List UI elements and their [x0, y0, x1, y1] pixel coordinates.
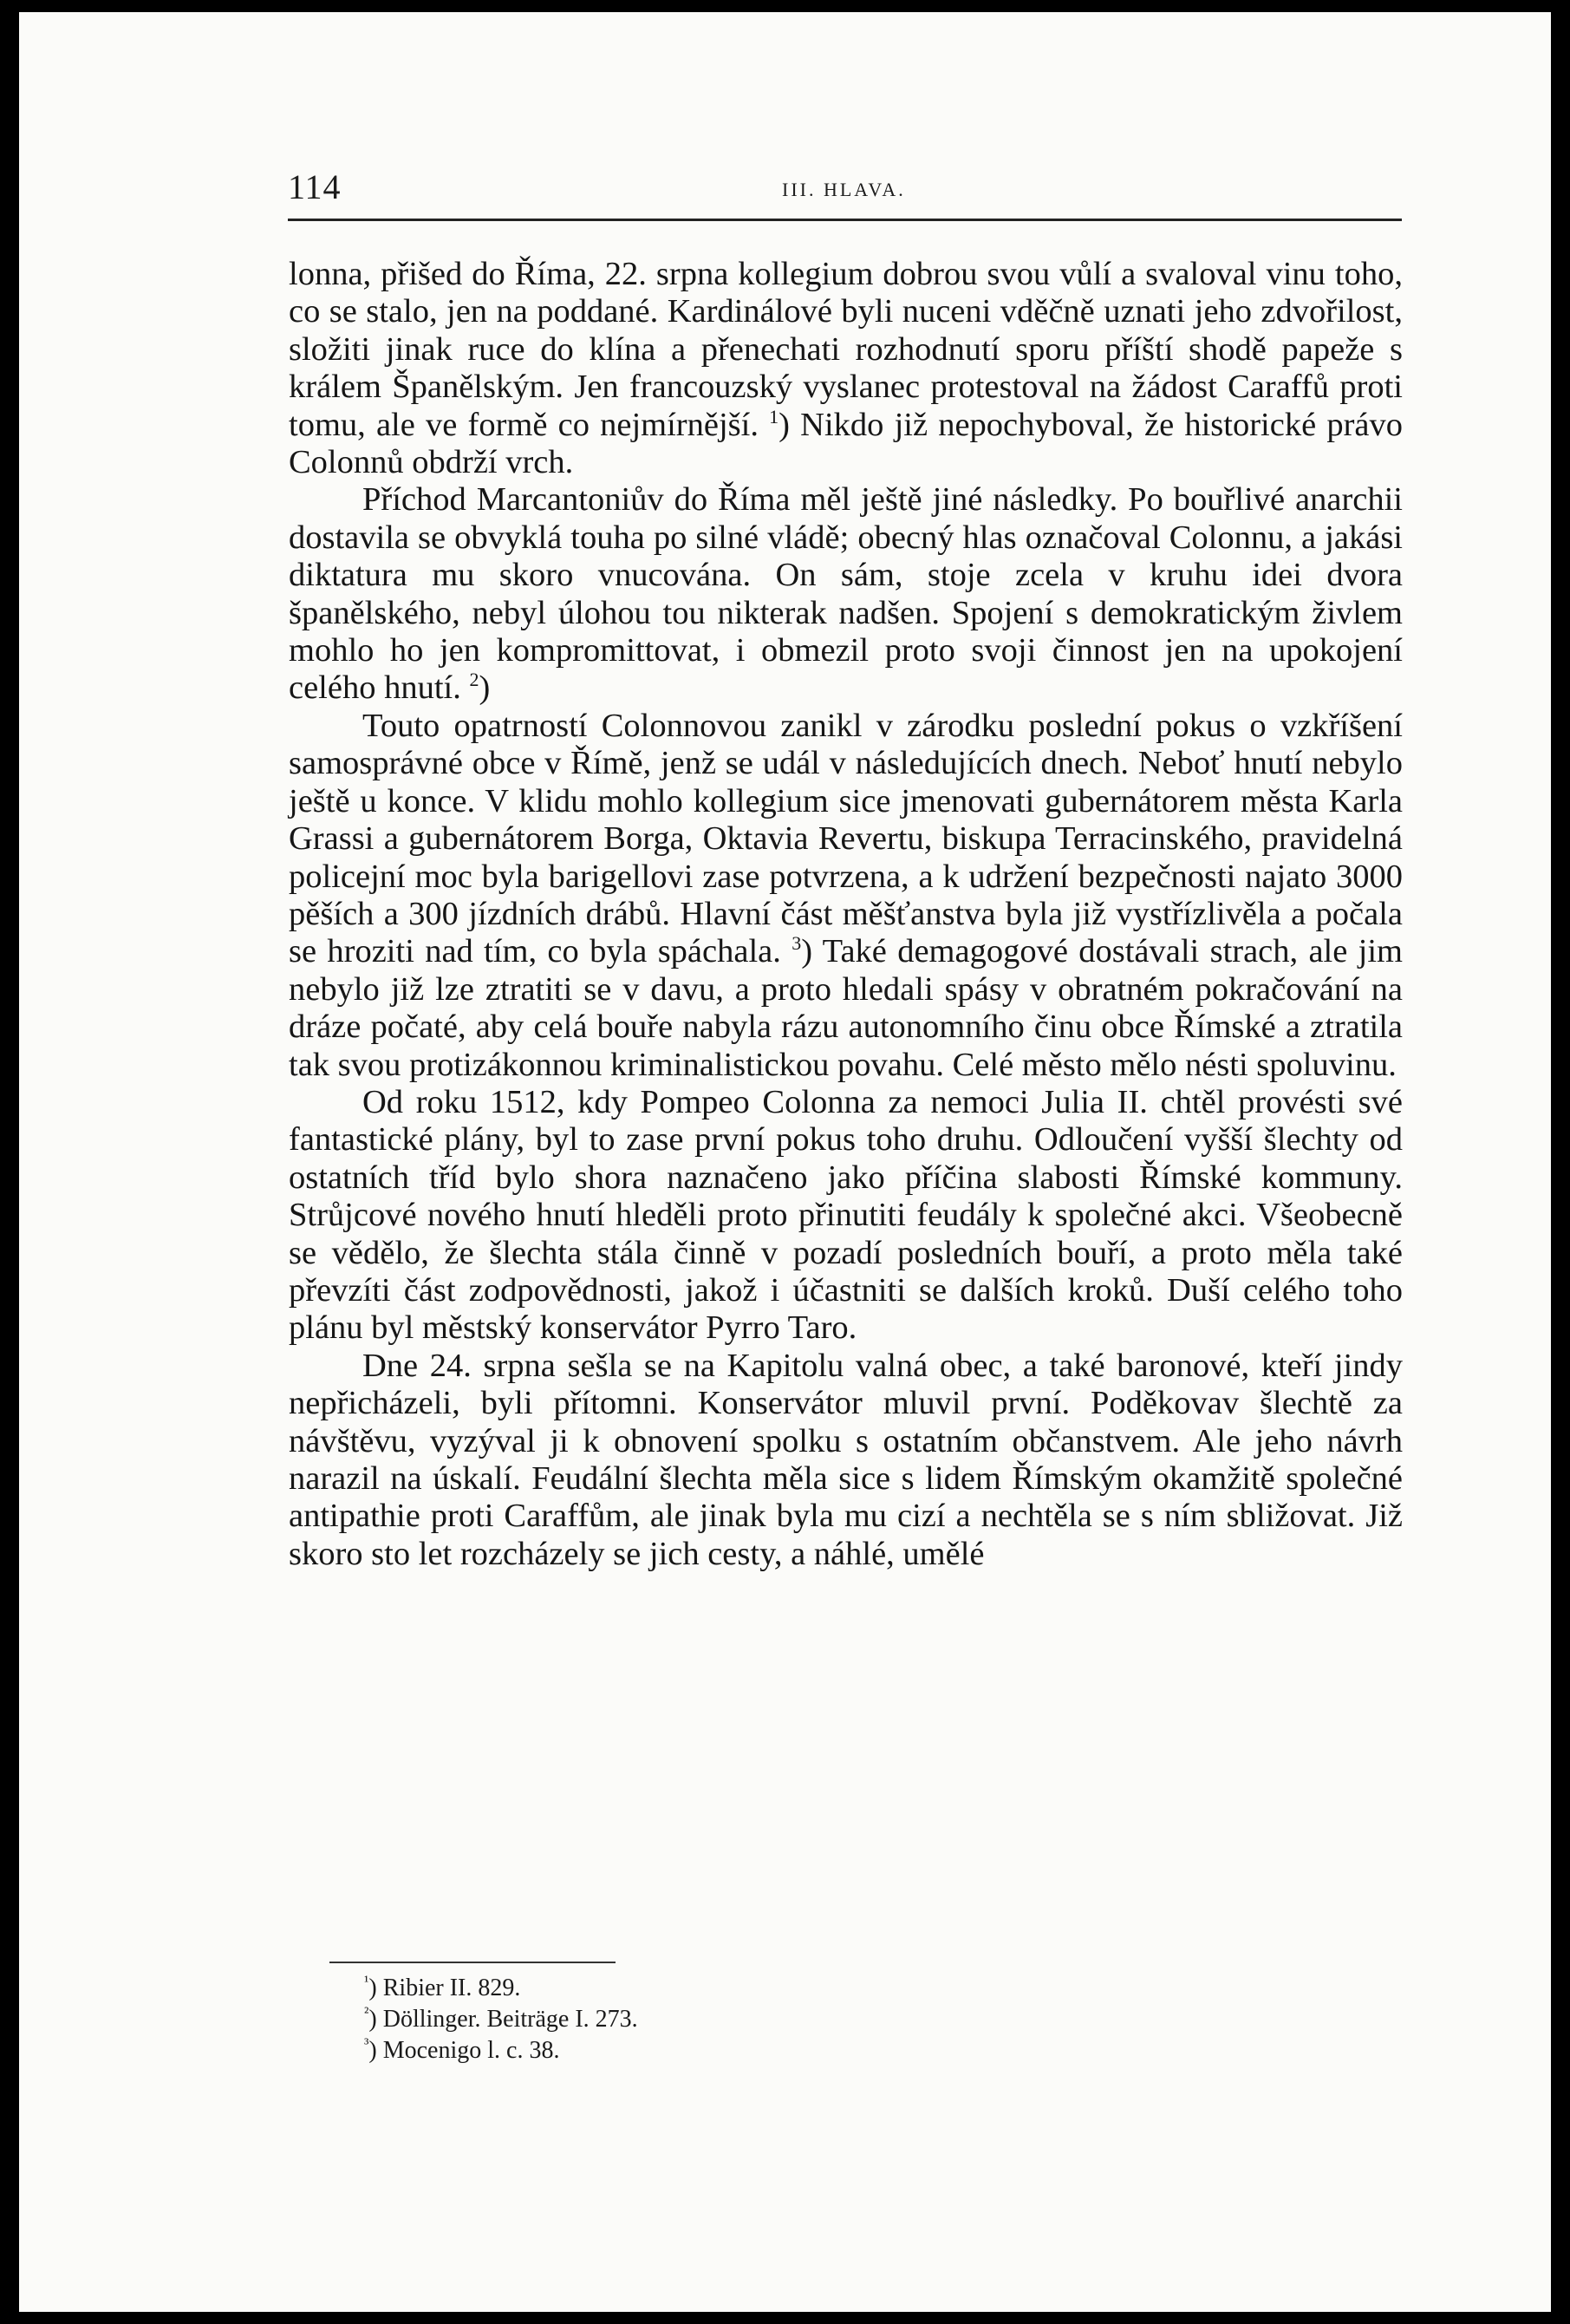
footnote-paren: ) [368, 2037, 377, 2064]
footnotes [364, 1973, 1144, 2066]
footnote-text: Mocenigo l. c. 38. [376, 2037, 560, 2064]
running-head: III. HLAVA. [782, 179, 906, 200]
footnote-ref-2: 2 [469, 669, 479, 691]
footnote-ref-3: 3 [792, 932, 802, 955]
footnote-divider [329, 1962, 616, 1963]
text-segment: Od roku 1512, kdy Pompeo Colonna za nemoci Julia II. chtěl provésti své fantastické plány, byl to zase první pokus toho druhu. Odloučení vyšší šlechty od ostatních tříd bylo shora naznačeno jako příčina slabosti Římské kommuny. Strůjcové nového hnutí hleděli proto přinutiti feudály k společné akci. Všeobecně se vědělo, že šlechta stála činně v pozadí posledních bouří, a proto měla také převzíti část zodpovědnosti, jakož i účastniti se dalších kroků. Duší celého toho plánu byl městský konservátor Pyrro Taro. [289, 1083, 1403, 1347]
footnote-paren: ) [368, 2006, 377, 2033]
text-segment: lonna, přišed do Říma, 22. srpna kollegium dobrou svou vůlí a svaloval vinu toho, co se stalo, jen na poddané. Kardinálové byli nuceni vděčně uznati jeho zdvořilost, složiti jinak ruce do klína a přenechati rozhodnutí sporu příští shodě papeže s králem Španělským. Jen francouzský vyslanec protestoval na žádost Caraffů proti tomu, ale ve formě co nejmírnější. [289, 256, 1403, 443]
paragraph [289, 1084, 1403, 1348]
paragraph [289, 256, 1403, 481]
text-segment: ) Také demagogové dostávali strach, ale jim nebylo již lze ztratiti se v davu, a proto hledali spásy v obratném pokračování na dráze počaté, aby celá bouře nabyla rázu autonomního činu obce Římské a ztratila tak svou protizákonnou kriminalistickou povahu. Celé město mělo nésti spoluvinu. [289, 933, 1403, 1083]
text-segment: ) Nikdo již nepochyboval, že historické právo Colonnů obdrží vrch. [289, 406, 1403, 481]
main-text [289, 256, 1403, 1573]
footnote-3 [364, 2035, 1144, 2066]
text-segment: ) [479, 669, 491, 707]
text-segment: Touto opatrností Colonnovou zanikl v zárodku poslední pokus o vzkříšení samosprávné obce v Římě, jenž se udál v následujících dnech. Neboť hnutí nebylo ještě u konce. V klidu mohlo kollegium sice jmenovati gubernátorem města Karla Grassi a gubernátorem Borga, Oktavia Revertu, biskupa Terracinského, pravidelná policejní moc byla barigellovi zase potvrzena, a k udržení bezpečnosti najato 3000 pěších a 300 jízdních drábů. Hlavní část měšťanstva byla již vystřízlivěla a počala se hroziti nad tím, co byla spáchala. [289, 707, 1403, 970]
footnote-mark: ³ [364, 2034, 369, 2053]
footnote-1 [364, 1973, 1144, 2004]
text-segment: Dne 24. srpna sešla se na Kapitolu valná obec, a také baronové, kteří jindy nepřicházeli, byli přítomni. Konservátor mluvil první. Poděkovav šlechtě za návštěvu, vyzýval ji k obnovení spolku s ostatním občanstvem. Ale jeho návrh narazil na úskalí. Feudální šlechta měla sice s lidem Římským okamžitě společné antipathie proti Caraffům, ale jinak byla mu cizí a nechtěla se s ním sbližovat. Již skoro sto let rozcházely se jich cesty, a náhlé, umělé [289, 1347, 1403, 1572]
paragraph [289, 1348, 1403, 1573]
page-header [288, 166, 1402, 221]
footnote-mark: ² [364, 2003, 369, 2021]
paragraph [289, 708, 1403, 1084]
text-segment: Příchod Marcantoniův do Říma měl ještě jiné následky. Po bouřlivé anarchii dostavila se obvyklá touha po silné vládě; obecný hlas označoval Colonnu, a jakási diktatura mu skoro vnucována. On sám, stoje zcela v kruhu idei dvora španělského, nebyl úlohou tou nikterak nadšen. Spojení s demokratickým živlem mohlo ho jen kompromittovat, i obmezil proto svoji činnost jen na upokojení celého hnutí. [289, 481, 1403, 707]
footnote-text: Döllinger. Beiträge I. 273. [376, 2006, 638, 2033]
footnote-mark: ¹ [364, 1972, 369, 1990]
footnote-text: Ribier II. 829. [376, 1975, 521, 2001]
footnote-paren: ) [368, 1975, 377, 2001]
footnote-ref-1: 1 [769, 405, 779, 428]
paragraph [289, 481, 1403, 707]
page-number: 114 [288, 167, 342, 206]
footnote-2 [364, 2004, 1144, 2035]
